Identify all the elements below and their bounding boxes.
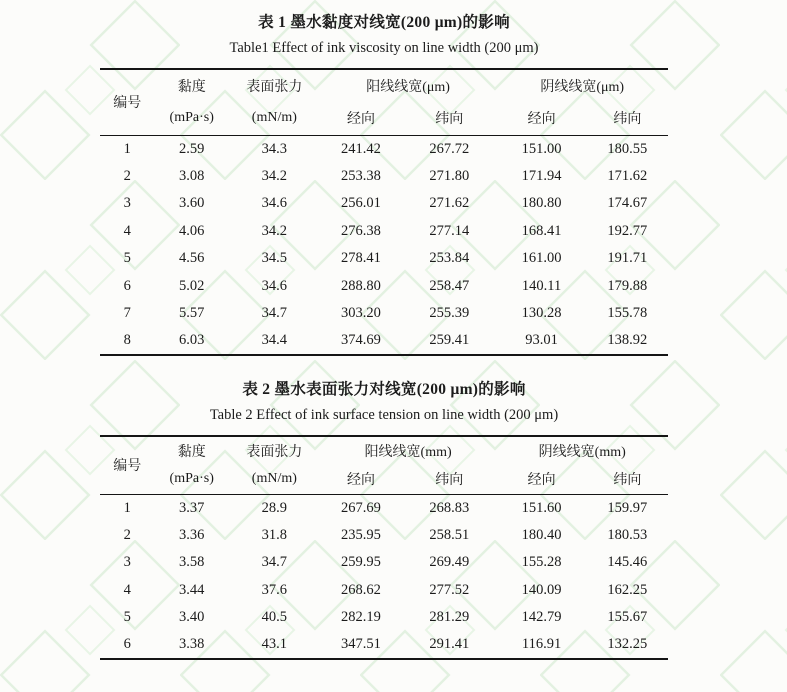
table-cell: 5.57 — [179, 305, 205, 322]
table-cell: 4 — [123, 222, 131, 239]
table-cell: 132.25 — [607, 636, 648, 653]
table-cell: 155.67 — [607, 609, 648, 626]
table-cell: 180.53 — [607, 526, 648, 543]
table-cell: 1 — [123, 499, 131, 516]
header-row-units — [100, 465, 668, 494]
table-cell: 267.69 — [341, 499, 381, 516]
table-cell: 256.01 — [341, 195, 381, 212]
header-positive-line-group: 阳线线宽(μm) — [366, 80, 450, 95]
table-cell: 40.5 — [261, 609, 288, 626]
header-warp: 经向 — [527, 112, 556, 128]
table-cell: 140.11 — [521, 277, 562, 294]
table-cell: 4.56 — [179, 250, 205, 267]
table-cell: 4.06 — [179, 222, 205, 239]
table-cell: 130.28 — [521, 305, 562, 322]
table-cell: 171.94 — [521, 167, 562, 184]
table-cell: 171.62 — [607, 167, 648, 184]
table-cell: 3.08 — [179, 167, 205, 184]
header-id: 编号 — [113, 96, 142, 112]
table-cell: 235.95 — [341, 526, 381, 543]
table-cell: 268.83 — [429, 499, 470, 516]
header-id: 编号 — [113, 459, 142, 475]
table-cell: 34.4 — [261, 332, 288, 349]
table-row — [100, 300, 668, 328]
table-cell: 277.14 — [429, 222, 470, 239]
header-viscosity: 黏度 — [177, 80, 206, 95]
table-row — [100, 218, 668, 246]
table-cell: 174.67 — [607, 195, 648, 212]
table1-title-en: Table1 Effect of ink viscosity on line width (200 μm) — [229, 40, 539, 56]
header-negative-line-group: 阴线线宽(mm) — [538, 445, 626, 460]
header-row-groups — [100, 436, 668, 465]
header-warp: 经向 — [346, 473, 375, 489]
header-surface-tension: 表面张力 — [246, 80, 303, 95]
header-warp: 经向 — [527, 473, 556, 489]
table-cell: 161.00 — [521, 250, 562, 267]
table1-title-cn: 表 1 墨水黏度对线宽(200 μm)的影响 — [258, 14, 510, 31]
table-cell: 192.77 — [607, 222, 648, 239]
table-cell: 43.1 — [261, 636, 288, 653]
table-cell: 1 — [123, 140, 131, 157]
table-cell: 191.71 — [607, 250, 648, 267]
table-cell: 151.60 — [521, 499, 562, 516]
table-cell: 259.41 — [429, 332, 470, 349]
table-cell: 34.6 — [261, 195, 288, 212]
table-cell: 179.88 — [607, 277, 648, 294]
table-cell: 7 — [123, 305, 131, 322]
table-cell: 180.80 — [521, 195, 562, 212]
table-cell: 253.84 — [429, 250, 470, 267]
table-row — [100, 604, 668, 632]
table-row — [100, 549, 668, 577]
table-cell: 34.2 — [261, 167, 288, 184]
table-row — [100, 190, 668, 218]
table-cell: 267.72 — [429, 140, 470, 157]
table-cell: 168.41 — [521, 222, 562, 239]
table-cell: 282.19 — [341, 609, 381, 626]
table-cell: 271.62 — [429, 195, 470, 212]
table2-section — [100, 379, 668, 660]
table-cell: 6.03 — [179, 332, 205, 349]
table-cell: 3.37 — [179, 499, 205, 516]
table-row — [100, 163, 668, 191]
header-viscosity-unit: (mPa·s) — [169, 471, 214, 487]
table-cell: 116.91 — [521, 636, 562, 653]
table-cell: 268.62 — [341, 581, 381, 598]
table-cell: 6 — [123, 277, 131, 294]
table-cell: 34.6 — [261, 277, 288, 294]
table1 — [100, 68, 668, 356]
table-cell: 277.52 — [429, 581, 470, 598]
table-cell: 241.42 — [341, 140, 381, 157]
header-weft: 纬向 — [435, 473, 464, 489]
table2-body — [100, 494, 668, 659]
table-row — [100, 273, 668, 301]
table-cell: 259.95 — [341, 554, 381, 571]
table-cell: 303.20 — [341, 305, 381, 322]
header-weft: 纬向 — [613, 473, 642, 489]
table-row — [100, 245, 668, 273]
table-cell: 151.00 — [521, 140, 562, 157]
table2-title-cn: 表 2 墨水表面张力对线宽(200 μm)的影响 — [242, 381, 526, 398]
header-row-units — [100, 102, 668, 135]
header-weft: 纬向 — [435, 112, 464, 128]
table2-title-en: Table 2 Effect of ink surface tension on line width (200 μm) — [209, 407, 559, 423]
table-cell: 278.41 — [341, 250, 381, 267]
table2-header — [100, 436, 668, 494]
table-row — [100, 328, 668, 356]
table-cell: 34.5 — [261, 250, 288, 267]
header-viscosity: 黏度 — [177, 445, 206, 460]
table-cell: 374.69 — [341, 332, 381, 349]
table-cell: 3.60 — [179, 195, 205, 212]
table-cell: 269.49 — [429, 554, 470, 571]
table-cell: 258.47 — [429, 277, 470, 294]
table-cell: 271.80 — [429, 167, 470, 184]
table-cell: 180.55 — [607, 140, 648, 157]
table-cell: 180.40 — [521, 526, 562, 543]
table1-header — [100, 69, 668, 135]
table-cell: 162.25 — [607, 581, 648, 598]
table-cell: 28.9 — [261, 499, 288, 516]
table-cell: 281.29 — [429, 609, 470, 626]
table-cell: 291.41 — [429, 636, 470, 653]
table-cell: 34.3 — [261, 140, 288, 157]
header-surface-tension-unit: (mN/m) — [251, 110, 297, 126]
table-cell: 3.38 — [179, 636, 205, 653]
table-cell: 3 — [123, 195, 131, 212]
table-cell: 5 — [123, 250, 131, 267]
table-cell: 2.59 — [179, 140, 205, 157]
table-cell: 155.28 — [521, 554, 562, 571]
table-cell: 34.7 — [261, 554, 288, 571]
table-cell: 138.92 — [607, 332, 648, 349]
table1-body — [100, 135, 668, 355]
table-cell: 255.39 — [429, 305, 470, 322]
table-cell: 253.38 — [341, 167, 381, 184]
header-weft: 纬向 — [613, 112, 642, 128]
table-cell: 37.6 — [261, 581, 288, 598]
table-cell: 34.2 — [261, 222, 288, 239]
header-surface-tension-unit: (mN/m) — [251, 471, 297, 487]
table-cell: 140.09 — [521, 581, 562, 598]
table-cell: 159.97 — [607, 499, 648, 516]
table2 — [100, 435, 668, 660]
table-cell: 31.8 — [261, 526, 288, 543]
table-row — [100, 494, 668, 522]
table-cell: 5 — [123, 609, 131, 626]
table-cell: 3 — [123, 554, 131, 571]
table-row — [100, 522, 668, 550]
table-row — [100, 135, 668, 163]
table-cell: 258.51 — [429, 526, 470, 543]
header-warp: 经向 — [346, 112, 375, 128]
table-cell: 4 — [123, 581, 131, 598]
header-positive-line-group: 阳线线宽(mm) — [364, 445, 452, 460]
table-cell: 5.02 — [179, 277, 205, 294]
table-cell: 142.79 — [521, 609, 562, 626]
table-cell: 8 — [123, 332, 131, 349]
table-row — [100, 632, 668, 660]
table-cell: 155.78 — [607, 305, 648, 322]
table-cell: 34.7 — [261, 305, 288, 322]
header-negative-line-group: 阴线线宽(μm) — [540, 80, 625, 95]
table-cell: 276.38 — [341, 222, 381, 239]
table-cell: 2 — [123, 526, 131, 543]
table-cell: 3.44 — [179, 581, 205, 598]
table-cell: 145.46 — [607, 554, 648, 571]
table1-section — [100, 12, 668, 356]
table-cell: 3.40 — [179, 609, 205, 626]
table-cell: 288.80 — [341, 277, 381, 294]
table-cell: 3.58 — [179, 554, 205, 571]
table-row — [100, 577, 668, 605]
table-cell: 347.51 — [341, 636, 381, 653]
table-cell: 6 — [123, 636, 131, 653]
header-row-groups — [100, 69, 668, 102]
header-viscosity-unit: (mPa·s) — [169, 110, 214, 126]
header-surface-tension: 表面张力 — [246, 445, 303, 460]
table-cell: 2 — [123, 167, 131, 184]
table-cell: 93.01 — [525, 332, 558, 349]
table-cell: 3.36 — [179, 526, 205, 543]
